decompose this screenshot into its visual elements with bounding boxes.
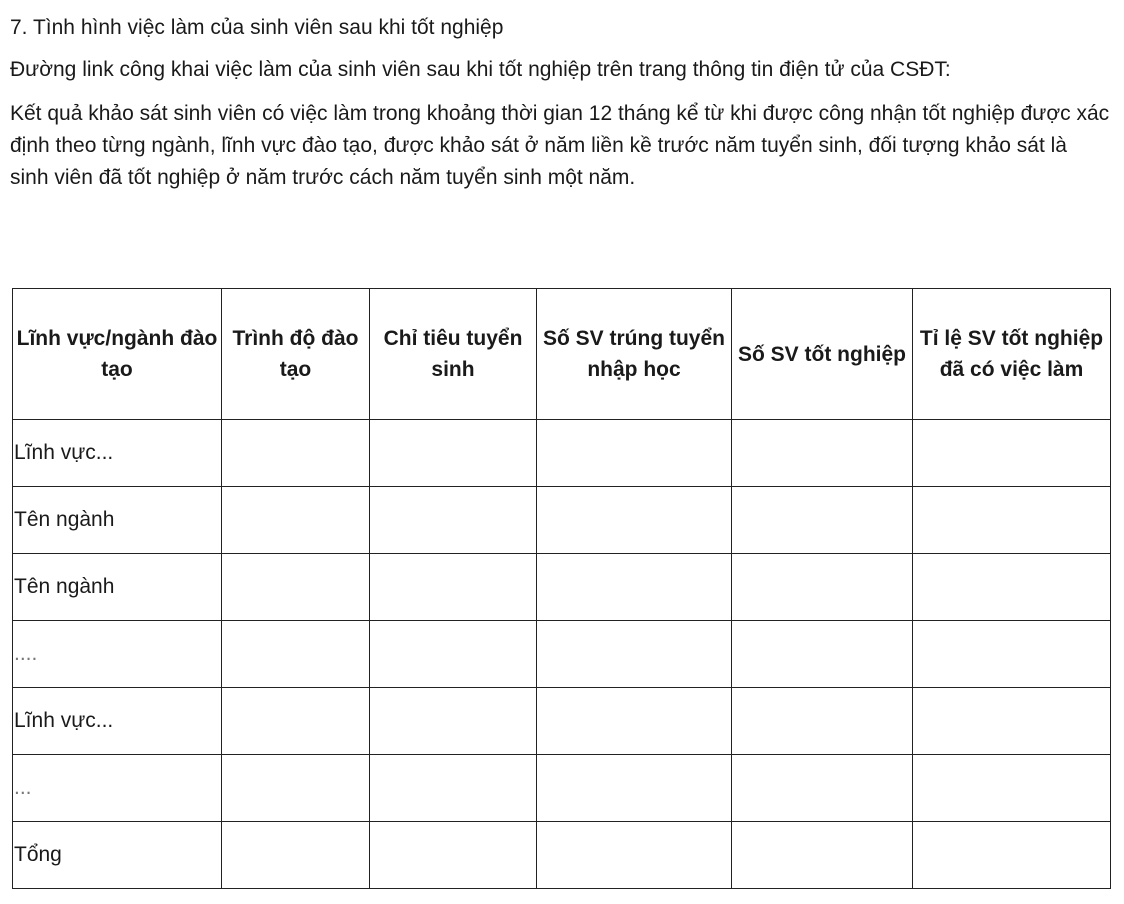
table-cell [370, 688, 537, 755]
table-row [13, 420, 1111, 487]
table-cell [732, 688, 913, 755]
row-label: Tên ngành [13, 487, 222, 554]
survey-paragraph: Kết quả khảo sát sinh viên có việc làm trong khoảng thời gian 12 tháng kể từ khi được công nhận tốt nghiệp được xác định theo từng ngành, lĩnh vực đào tạo, được khảo sát ở năm liền kề trước năm tuyển sinh, đối tượng khảo sát là sinh viên đã tốt nghiệp ở năm trước cách năm tuyển sinh một năm. [10, 102, 1110, 189]
table-cell [537, 554, 732, 621]
header-quota: Chỉ tiêu tuyển sinh [370, 289, 537, 420]
table-cell [370, 621, 537, 688]
table-cell [222, 621, 370, 688]
table-cell [913, 755, 1111, 822]
table-cell [537, 621, 732, 688]
table-cell [370, 487, 537, 554]
table-row [13, 487, 1111, 554]
table-cell [370, 420, 537, 487]
table-cell [222, 688, 370, 755]
table-row [13, 755, 1111, 822]
row-label: .... [13, 621, 222, 688]
table-cell [370, 554, 537, 621]
table-row-total [13, 822, 1111, 889]
table-cell [537, 688, 732, 755]
table-cell [732, 621, 913, 688]
table-cell [913, 554, 1111, 621]
table-cell [370, 822, 537, 889]
table-cell [913, 621, 1111, 688]
header-enrolled: Số SV trúng tuyển nhập học [537, 289, 732, 420]
table-row [13, 621, 1111, 688]
table-cell [913, 822, 1111, 889]
table-cell [370, 755, 537, 822]
table-cell [913, 487, 1111, 554]
table-header-row [13, 289, 1111, 420]
table-cell [222, 755, 370, 822]
table-cell [732, 420, 913, 487]
row-label: Lĩnh vực... [13, 420, 222, 487]
header-level: Trình độ đào tạo [222, 289, 370, 420]
table-cell [537, 822, 732, 889]
table-cell [537, 420, 732, 487]
employment-table [12, 288, 1111, 889]
table-row [13, 688, 1111, 755]
row-label: Lĩnh vực... [13, 688, 222, 755]
table-cell [732, 822, 913, 889]
table-cell [222, 822, 370, 889]
table-cell [732, 755, 913, 822]
table-cell [537, 755, 732, 822]
table-cell [222, 487, 370, 554]
link-paragraph: Đường link công khai việc làm của sinh viên sau khi tốt nghiệp trên trang thông tin điện tử của CSĐT: [10, 58, 951, 81]
section-heading: 7. Tình hình việc làm của sinh viên sau khi tốt nghiệp [10, 16, 504, 39]
row-label: ... [13, 755, 222, 822]
table-cell [913, 688, 1111, 755]
table-cell [732, 554, 913, 621]
table-row [13, 554, 1111, 621]
table-cell [732, 487, 913, 554]
header-graduated: Số SV tốt nghiệp [732, 289, 913, 420]
header-field: Lĩnh vực/ngành đào tạo [13, 289, 222, 420]
table-cell [913, 420, 1111, 487]
row-label: Tên ngành [13, 554, 222, 621]
table-cell [537, 487, 732, 554]
header-employment-rate: Tỉ lệ SV tốt nghiệp đã có việc làm [913, 289, 1111, 420]
row-label: Tổng [13, 822, 222, 889]
table-cell [222, 420, 370, 487]
table-cell [222, 554, 370, 621]
document-body [10, 12, 1110, 206]
